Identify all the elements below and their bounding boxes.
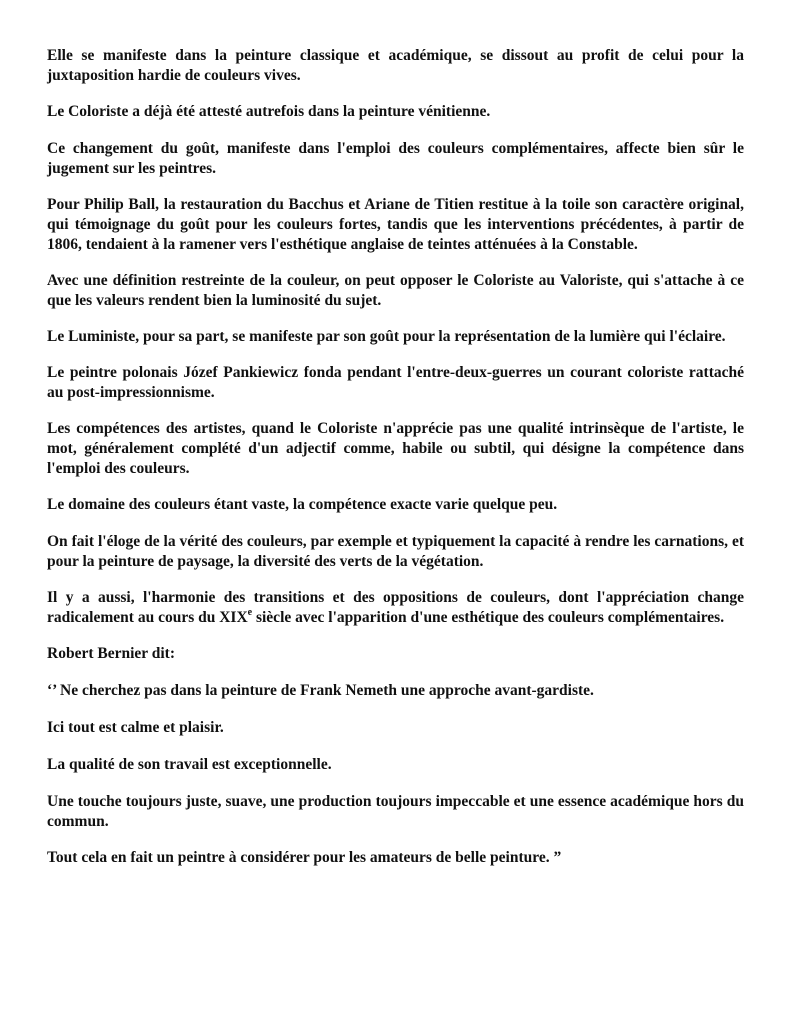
paragraph-valoriste: Avec une définition restreinte de la couleur, on peut opposer le Coloriste au Valoriste, qui s'attache à ce que les valeurs rendent bien la luminosité du sujet. <box>47 272 744 309</box>
paragraph-luministe: Le Luministe, pour sa part, se manifeste par son goût pour la représentation de la lumière qui l'éclaire. <box>47 328 726 345</box>
century-superscript: e <box>247 606 253 618</box>
quote-line-touch: Une touche toujours juste, suave, une production toujours impeccable et une essence académique hors du commun. <box>47 793 744 830</box>
paragraph-harmony <box>47 588 744 628</box>
paragraph-pankiewicz: Le peintre polonais Józef Pankiewicz fonda pendant l'entre-deux-guerres un courant coloriste rattaché au post-impressionnisme. <box>47 364 744 401</box>
paragraph-competences: Les compétences des artistes, quand le Coloriste n'apprécie pas une qualité intrinsèque de l'artiste, le mot, généralement complété d'un adjectif comme, habile ou subtil, qui désigne la compétence dans l'emploi des couleurs. <box>47 420 744 477</box>
quote-line-conclusion: Tout cela en fait un peintre à considérer pour les amateurs de belle peinture. ” <box>47 849 562 866</box>
quote-line-approach: ‘’ Ne cherchez pas dans la peinture de Frank Nemeth une approche avant-gardiste. <box>47 682 594 699</box>
harmony-text-start: Il y a aussi, l'harmonie des transitions et des oppositions de couleurs, dont l'appréciation change radicalement au cours du XIX <box>47 589 744 626</box>
paragraph-philip-ball: Pour Philip Ball, la restauration du Bacchus et Ariane de Titien restitue à la toile son caractère original, qui témoignage du goût pour les couleurs fortes, tandis que les interventions précédentes, à partir de 1806, tendaient à la ramener vers l'esthétique anglaise de teintes atténuées à la Constable. <box>47 196 744 253</box>
paragraph-classical: Elle se manifeste dans la peinture classique et académique, se dissout au profit de celui pour la juxtaposition hardie de couleurs vives. <box>47 47 744 84</box>
attribution-line: Robert Bernier dit: <box>47 645 175 662</box>
quote-line-calm: Ici tout est calme et plaisir. <box>47 719 224 736</box>
paragraph-taste-change: Ce changement du goût, manifeste dans l'emploi des couleurs complémentaires, affecte bien sûr le jugement sur les peintres. <box>47 140 744 177</box>
document-page <box>47 46 744 884</box>
quote-line-quality: La qualité de son travail est exceptionnelle. <box>47 756 332 773</box>
paragraph-venetian: Le Coloriste a déjà été attesté autrefois dans la peinture vénitienne. <box>47 103 491 120</box>
paragraph-domain: Le domaine des couleurs étant vaste, la compétence exacte varie quelque peu. <box>47 496 558 513</box>
harmony-text-end: siècle avec l'apparition d'une esthétique des couleurs complémentaires. <box>252 609 725 626</box>
paragraph-truth-colors: On fait l'éloge de la vérité des couleurs, par exemple et typiquement la capacité à rendre les carnations, et pour la peinture de paysage, la diversité des verts de la végétation. <box>47 533 744 570</box>
